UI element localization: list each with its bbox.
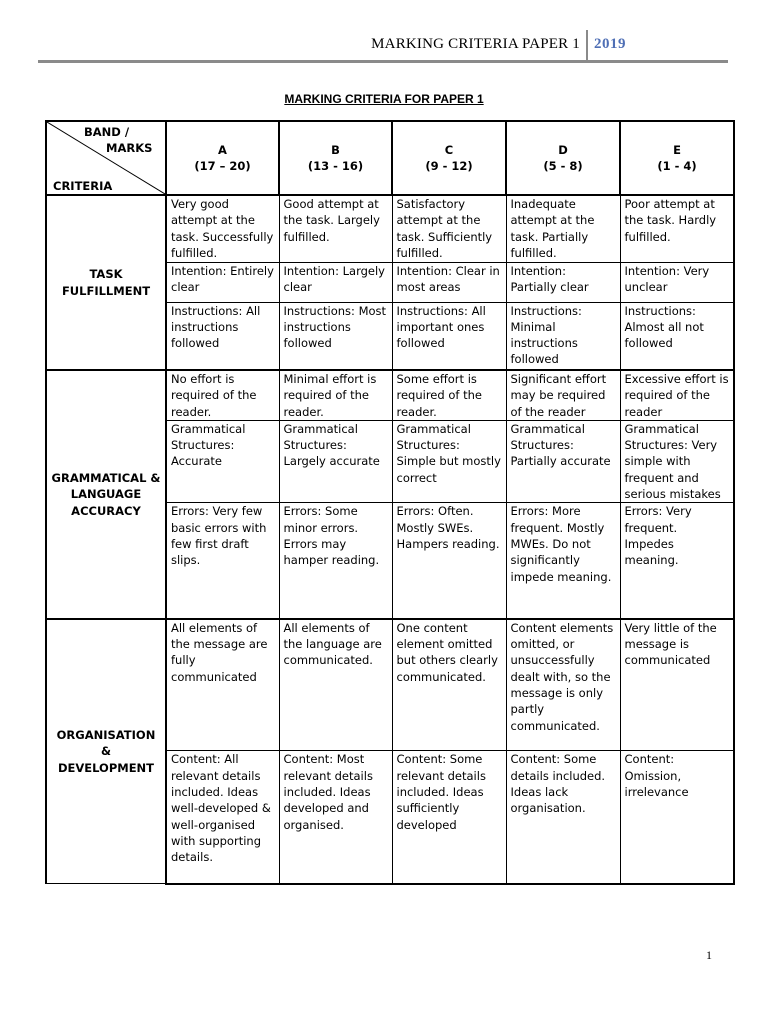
criteria-name-task-fulfillment: TASK FULFILLMENT bbox=[46, 195, 166, 370]
criteria-cell: Intention: Largely clear bbox=[279, 262, 392, 302]
criteria-cell: Grammatical Structures: Simple but mostly correct bbox=[392, 420, 506, 502]
criteria-cell: Content elements omitted, or unsuccessfully dealt with, so the message is only partly communicated. bbox=[506, 619, 620, 751]
criteria-cell: No effort is required of the reader. bbox=[166, 370, 279, 420]
header-year: 2019 bbox=[594, 36, 626, 52]
band-header-row bbox=[46, 121, 734, 195]
band-header-a bbox=[166, 121, 279, 195]
corner-cell bbox=[46, 121, 166, 195]
criteria-cell: Minimal effort is required of the reader. bbox=[279, 370, 392, 420]
criteria-cell: Errors: More frequent. Mostly MWEs. Do not significantly impede meaning. bbox=[506, 503, 620, 619]
criteria-cell: Good attempt at the task. Largely fulfilled. bbox=[279, 195, 392, 262]
criteria-cell: Instructions: Most instructions followed bbox=[279, 302, 392, 370]
criteria-cell: Very good attempt at the task. Successfully fulfilled. bbox=[166, 195, 279, 262]
band-letter: D bbox=[558, 142, 568, 157]
marking-criteria-table bbox=[45, 120, 735, 885]
band-header-b bbox=[279, 121, 392, 195]
criteria-name-organisation-development: ORGANISATION & DEVELOPMENT bbox=[46, 619, 166, 884]
criteria-cell: Instructions: Minimal instructions followed bbox=[506, 302, 620, 370]
criteria-row bbox=[46, 370, 734, 420]
criteria-cell: Content: All relevant details included. Ideas well-developed & well-organised with supporting details. bbox=[166, 751, 279, 884]
document-title-text: MARKING CRITERIA FOR PAPER 1 bbox=[284, 92, 484, 106]
criteria-row bbox=[46, 195, 734, 262]
band-range: (1 - 4) bbox=[657, 159, 697, 173]
band-letter: C bbox=[444, 142, 454, 157]
band-letter: E bbox=[673, 142, 681, 157]
criteria-cell: Instructions: All important ones followed bbox=[392, 302, 506, 370]
criteria-cell: Very little of the message is communicated bbox=[620, 619, 734, 751]
criteria-cell: All elements of the message are fully communicated bbox=[166, 619, 279, 751]
band-label: BAND / bbox=[84, 125, 130, 139]
criteria-cell: Instructions: All instructions followed bbox=[166, 302, 279, 370]
band-range: (13 - 16) bbox=[307, 159, 364, 173]
criteria-cell: Content: Some relevant details included. Ideas sufficiently developed bbox=[392, 751, 506, 884]
criteria-cell: Intention: Partially clear bbox=[506, 262, 620, 302]
criteria-cell: Intention: Very unclear bbox=[620, 262, 734, 302]
criteria-cell: Grammatical Structures: Partially accurate bbox=[506, 420, 620, 502]
marks-label: MARKS bbox=[106, 141, 153, 155]
band-header-e bbox=[620, 121, 734, 195]
header-rule bbox=[38, 60, 728, 63]
criteria-cell: Errors: Very few basic errors with few first draft slips. bbox=[166, 503, 279, 619]
criteria-cell: Poor attempt at the task. Hardly fulfilled. bbox=[620, 195, 734, 262]
criteria-cell: Some effort is required of the reader. bbox=[392, 370, 506, 420]
criteria-row bbox=[46, 619, 734, 751]
criteria-cell: Errors: Very frequent. Impedes meaning. bbox=[620, 503, 734, 619]
criteria-cell: Excessive effort is required of the reader bbox=[620, 370, 734, 420]
band-letter: A bbox=[218, 142, 227, 157]
criteria-name-grammatical-language-accuracy: GRAMMATICAL & LANGUAGE ACCURACY bbox=[46, 370, 166, 619]
band-range: (9 - 12) bbox=[425, 159, 473, 173]
criteria-cell: Satisfactory attempt at the task. Sufficiently fulfilled. bbox=[392, 195, 506, 262]
header-title: MARKING CRITERIA PAPER 1 bbox=[371, 36, 580, 52]
criteria-cell: Errors: Some minor errors. Errors may hamper reading. bbox=[279, 503, 392, 619]
band-range: (17 – 20) bbox=[194, 159, 251, 173]
band-header-d bbox=[506, 121, 620, 195]
page-number: 1 bbox=[706, 948, 712, 962]
band-header-c bbox=[392, 121, 506, 195]
criteria-cell: Grammatical Structures: Very simple with frequent and serious mistakes bbox=[620, 420, 734, 502]
criteria-cell: Grammatical Structures: Largely accurate bbox=[279, 420, 392, 502]
criteria-cell: Content: Omission, irrelevance bbox=[620, 751, 734, 884]
criteria-cell: One content element omitted but others clearly communicated. bbox=[392, 619, 506, 751]
criteria-label: CRITERIA bbox=[53, 179, 113, 193]
criteria-cell: Errors: Often. Mostly SWEs. Hampers reading. bbox=[392, 503, 506, 619]
band-letter: B bbox=[331, 142, 340, 157]
criteria-cell: Intention: Clear in most areas bbox=[392, 262, 506, 302]
criteria-cell: Intention: Entirely clear bbox=[166, 262, 279, 302]
header-divider bbox=[586, 30, 588, 60]
criteria-cell: Content: Some details included. Ideas lack organisation. bbox=[506, 751, 620, 884]
band-range: (5 - 8) bbox=[543, 159, 583, 173]
criteria-cell: Content: Most relevant details included. Ideas developed and organised. bbox=[279, 751, 392, 884]
criteria-cell: Inadequate attempt at the task. Partially fulfilled. bbox=[506, 195, 620, 262]
criteria-cell: Significant effort may be required of the reader bbox=[506, 370, 620, 420]
document-title bbox=[0, 92, 768, 106]
criteria-cell: All elements of the language are communicated. bbox=[279, 619, 392, 751]
criteria-cell: Grammatical Structures: Accurate bbox=[166, 420, 279, 502]
criteria-cell: Instructions: Almost all not followed bbox=[620, 302, 734, 370]
